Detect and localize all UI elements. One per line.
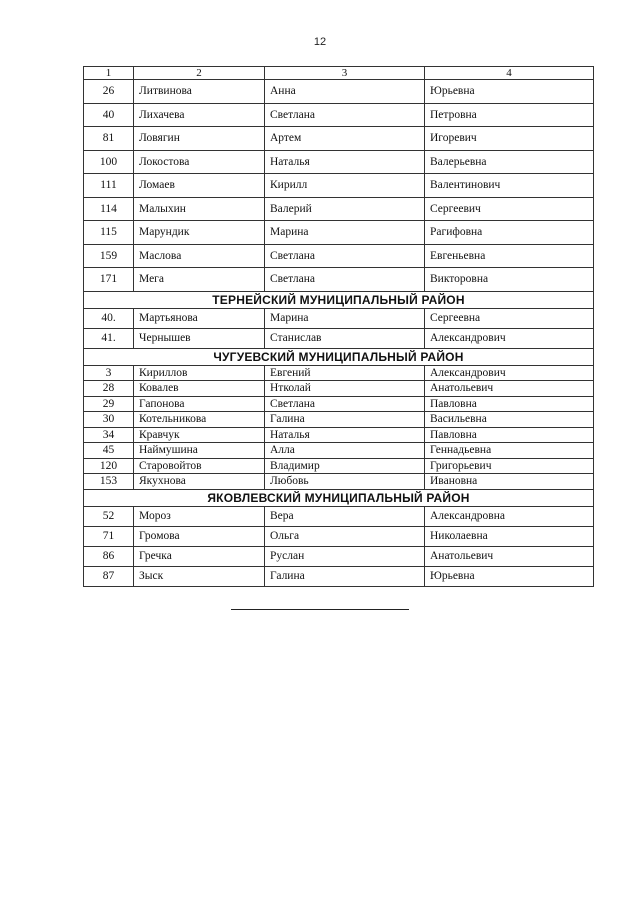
row-number: 153 (84, 474, 134, 490)
row-number: 34 (84, 427, 134, 443)
first-name: Кирилл (265, 174, 425, 198)
patronymic: Александровна (425, 506, 594, 526)
section-heading-row (84, 489, 594, 506)
last-name: Чернышев (134, 328, 265, 348)
table-row (84, 308, 594, 328)
row-number: 86 (84, 546, 134, 566)
table-row (84, 396, 594, 412)
first-name: Марина (265, 221, 425, 245)
first-name: Станислав (265, 328, 425, 348)
patronymic: Викторовна (425, 268, 594, 292)
column-header-1: 1 (84, 67, 134, 80)
first-name: Ольга (265, 526, 425, 546)
table-row (84, 127, 594, 151)
patronymic: Сергеевич (425, 197, 594, 221)
table-row (84, 546, 594, 566)
section-title: ЯКОВЛЕВСКИЙ МУНИЦИПАЛЬНЫЙ РАЙОН (84, 489, 594, 506)
row-number: 45 (84, 443, 134, 459)
first-name: Марина (265, 308, 425, 328)
first-name: Любовь (265, 474, 425, 490)
column-header-4: 4 (425, 67, 594, 80)
last-name: Ломаев (134, 174, 265, 198)
last-name: Ковалев (134, 381, 265, 397)
row-number: 30 (84, 412, 134, 428)
patronymic: Валентинович (425, 174, 594, 198)
patronymic: Петровна (425, 103, 594, 127)
row-number: 28 (84, 381, 134, 397)
row-number: 52 (84, 506, 134, 526)
page-number: 12 (313, 36, 327, 48)
group-terneysky (84, 291, 594, 348)
table-row (84, 506, 594, 526)
table-row (84, 244, 594, 268)
row-number: 26 (84, 80, 134, 104)
patronymic: Александрович (425, 328, 594, 348)
column-header-3: 3 (265, 67, 425, 80)
last-name: Мега (134, 268, 265, 292)
patronymic: Валерьевна (425, 150, 594, 174)
section-title: ЧУГУЕВСКИЙ МУНИЦИПАЛЬНЫЙ РАЙОН (84, 348, 594, 365)
first-name: Руслан (265, 546, 425, 566)
first-name: Евгений (265, 365, 425, 381)
section-heading-row (84, 291, 594, 308)
patronymic: Васильевна (425, 412, 594, 428)
last-name: Марундик (134, 221, 265, 245)
last-name: Гречка (134, 546, 265, 566)
first-name: Вера (265, 506, 425, 526)
first-name: Анна (265, 80, 425, 104)
table-row (84, 221, 594, 245)
last-name: Кириллов (134, 365, 265, 381)
table-row (84, 412, 594, 428)
first-name: Галина (265, 566, 425, 586)
table-row (84, 427, 594, 443)
first-name: Светлана (265, 396, 425, 412)
last-name: Громова (134, 526, 265, 546)
table-row (84, 174, 594, 198)
row-number: 159 (84, 244, 134, 268)
last-name: Котельникова (134, 412, 265, 428)
patronymic: Геннадьевна (425, 443, 594, 459)
last-name: Локостова (134, 150, 265, 174)
patronymic: Евгеньевна (425, 244, 594, 268)
row-number: 3 (84, 365, 134, 381)
first-name: Светлана (265, 244, 425, 268)
patronymic: Анатольевич (425, 381, 594, 397)
row-number: 114 (84, 197, 134, 221)
row-number: 111 (84, 174, 134, 198)
names-table (83, 66, 594, 587)
end-of-list-divider (231, 609, 409, 610)
patronymic: Александрович (425, 365, 594, 381)
section-heading-row (84, 348, 594, 365)
patronymic: Юрьевна (425, 80, 594, 104)
table-row (84, 381, 594, 397)
first-name: Алла (265, 443, 425, 459)
last-name: Якухнова (134, 474, 265, 490)
last-name: Мартьянова (134, 308, 265, 328)
row-number: 41. (84, 328, 134, 348)
last-name: Старовойтов (134, 458, 265, 474)
row-number: 81 (84, 127, 134, 151)
last-name: Литвинова (134, 80, 265, 104)
row-number: 100 (84, 150, 134, 174)
patronymic: Юрьевна (425, 566, 594, 586)
row-number: 71 (84, 526, 134, 546)
table-header-row (84, 67, 594, 80)
row-number: 87 (84, 566, 134, 586)
table-row (84, 197, 594, 221)
last-name: Гапонова (134, 396, 265, 412)
first-name: Светлана (265, 103, 425, 127)
first-name: Владимир (265, 458, 425, 474)
last-name: Ловягин (134, 127, 265, 151)
last-name: Маслова (134, 244, 265, 268)
row-number: 29 (84, 396, 134, 412)
patronymic: Павловна (425, 427, 594, 443)
patronymic: Игоревич (425, 127, 594, 151)
table-row (84, 458, 594, 474)
first-name: Светлана (265, 268, 425, 292)
last-name: Малыхин (134, 197, 265, 221)
first-name: Артем (265, 127, 425, 151)
patronymic: Григорьевич (425, 458, 594, 474)
column-header-2: 2 (134, 67, 265, 80)
row-number: 120 (84, 458, 134, 474)
table-row (84, 443, 594, 459)
table-row (84, 365, 594, 381)
table-row (84, 103, 594, 127)
row-number: 171 (84, 268, 134, 292)
patronymic: Ивановна (425, 474, 594, 490)
patronymic: Сергеевна (425, 308, 594, 328)
last-name: Кравчук (134, 427, 265, 443)
group-chuguevsky (84, 348, 594, 489)
patronymic: Павловна (425, 396, 594, 412)
table-row (84, 150, 594, 174)
last-name: Лихачева (134, 103, 265, 127)
first-name: Нтколай (265, 381, 425, 397)
group-yakovlevsky (84, 489, 594, 586)
first-name: Наталья (265, 427, 425, 443)
first-name: Валерий (265, 197, 425, 221)
table-row (84, 566, 594, 586)
table-row (84, 526, 594, 546)
first-name: Галина (265, 412, 425, 428)
patronymic: Рагифовна (425, 221, 594, 245)
row-number: 115 (84, 221, 134, 245)
table-row (84, 80, 594, 104)
section-title: ТЕРНЕЙСКИЙ МУНИЦИПАЛЬНЫЙ РАЙОН (84, 291, 594, 308)
table-row (84, 474, 594, 490)
row-number: 40 (84, 103, 134, 127)
row-number: 40. (84, 308, 134, 328)
patronymic: Анатольевич (425, 546, 594, 566)
first-name: Наталья (265, 150, 425, 174)
last-name: Мороз (134, 506, 265, 526)
table-row (84, 328, 594, 348)
last-name: Зыск (134, 566, 265, 586)
patronymic: Николаевна (425, 526, 594, 546)
group-continued (84, 80, 594, 292)
table-row (84, 268, 594, 292)
last-name: Наймушина (134, 443, 265, 459)
